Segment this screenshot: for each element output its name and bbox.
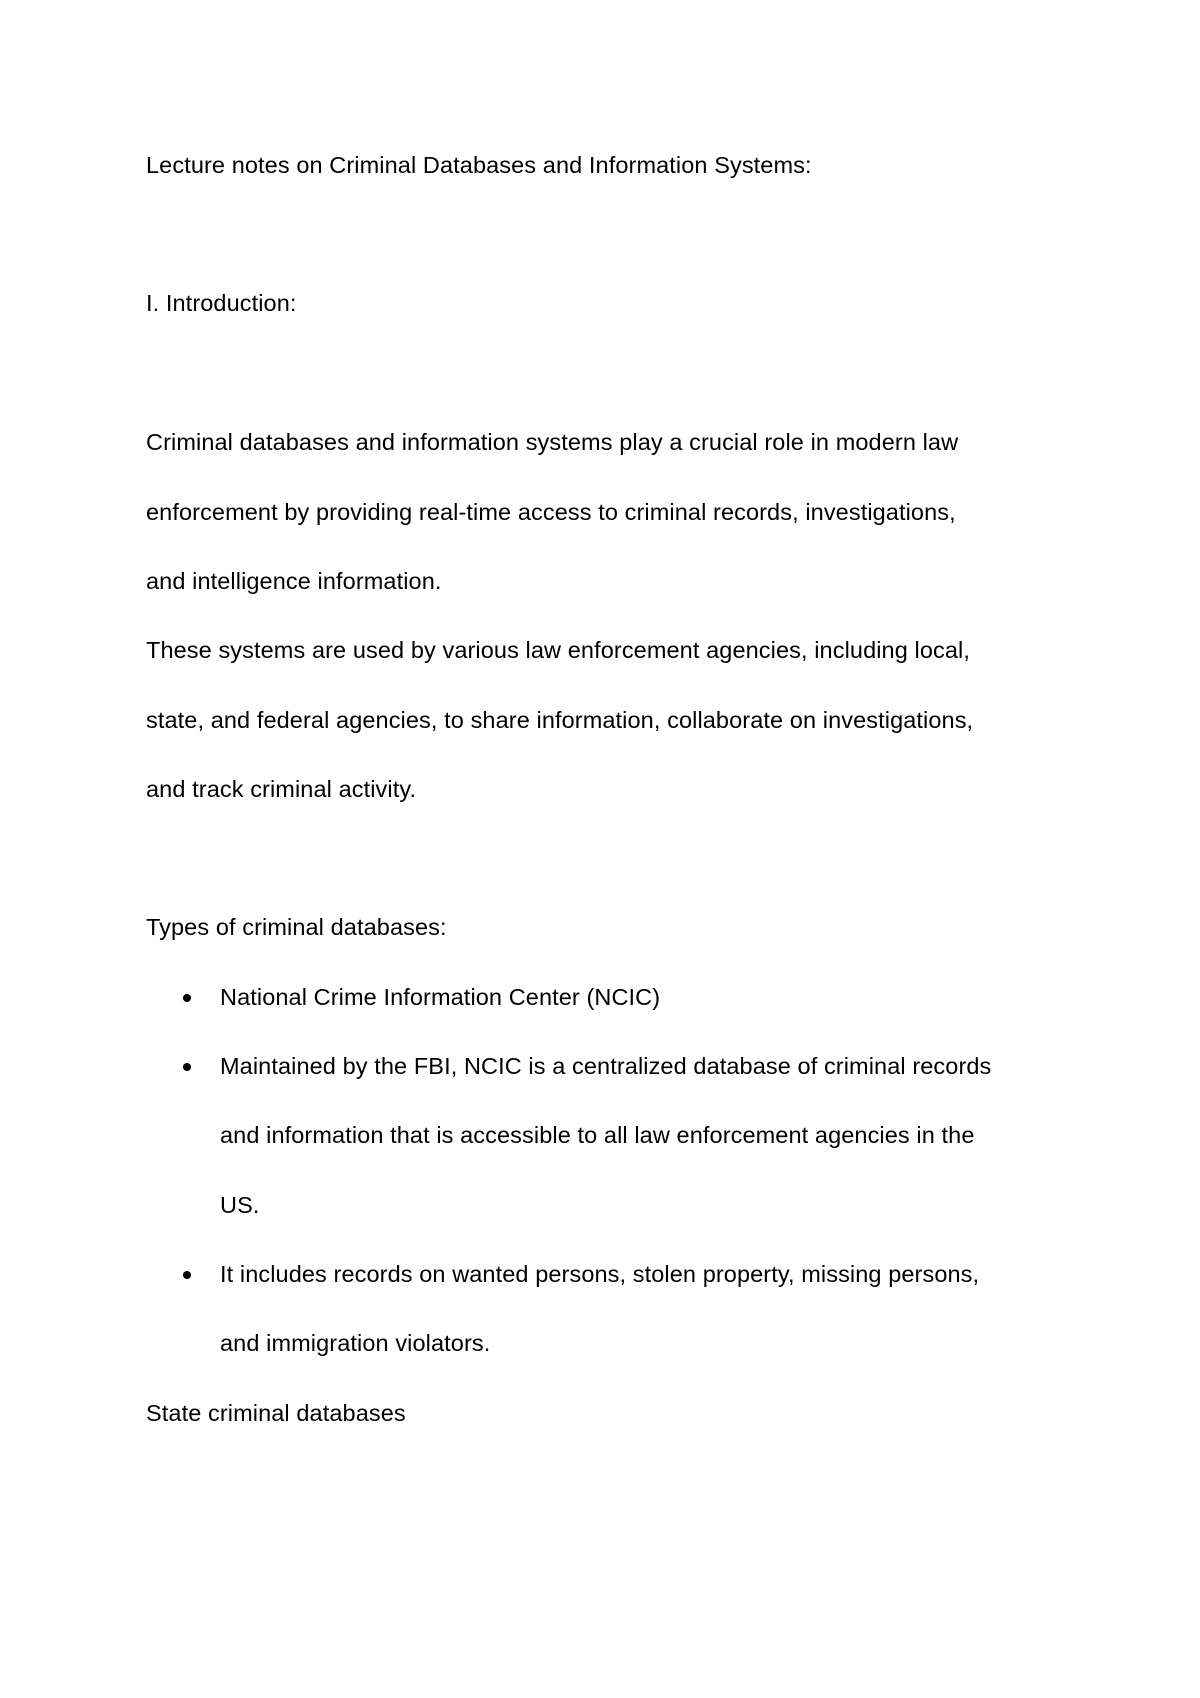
- list-item-line: and information that is accessible to all law enforcement agencies in the: [220, 1122, 975, 1148]
- list-item-line: US.: [220, 1192, 260, 1218]
- state-heading: State criminal databases: [146, 1400, 406, 1426]
- document-title: Lecture notes on Criminal Databases and Information Systems:: [146, 152, 812, 178]
- list-item-line: and immigration violators.: [220, 1330, 491, 1356]
- list-item-line: Maintained by the FBI, NCIC is a centralized database of criminal records: [220, 1053, 992, 1079]
- list-item-line: National Crime Information Center (NCIC): [220, 984, 661, 1010]
- paragraph-line: enforcement by providing real-time access to criminal records, investigations,: [146, 499, 956, 525]
- list-item-line: It includes records on wanted persons, stolen property, missing persons,: [220, 1261, 980, 1287]
- bullet-icon: [183, 1271, 191, 1279]
- paragraph-line: and track criminal activity.: [146, 776, 417, 802]
- paragraph-line: and intelligence information.: [146, 568, 442, 594]
- section-heading: I. Introduction:: [146, 290, 297, 316]
- paragraph-line: state, and federal agencies, to share information, collaborate on investigations,: [146, 707, 974, 733]
- types-heading: Types of criminal databases:: [146, 914, 447, 940]
- bullet-icon: [183, 994, 191, 1002]
- bullet-icon: [183, 1063, 191, 1071]
- paragraph-line: Criminal databases and information systems play a crucial role in modern law: [146, 429, 959, 455]
- paragraph-line: These systems are used by various law enforcement agencies, including local,: [146, 637, 970, 663]
